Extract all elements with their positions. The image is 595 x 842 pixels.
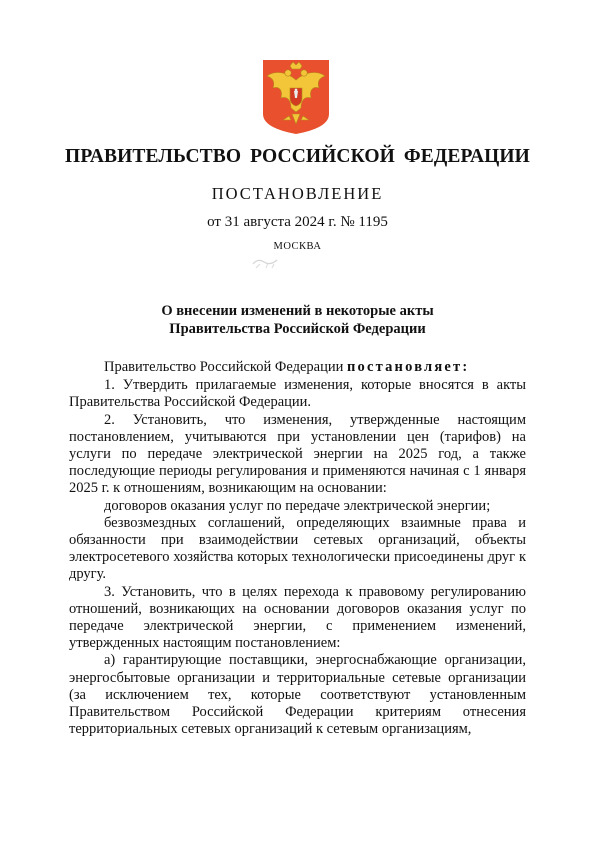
- document-date-number: от 31 августа 2024 г. № 1195: [207, 214, 388, 230]
- paragraph-3: 3. Установить, что в целях перехода к правовому регулированию отношений, возникающих на основании договоров оказания услуг по передаче электрической энергии, с применением изменений, утвержденных настоящим постановлением:: [69, 583, 526, 652]
- russian-coat-of-arms-icon: [261, 58, 331, 136]
- document-type: ПОСТАНОВЛЕНИЕ: [211, 184, 384, 203]
- document-subject: [120, 303, 475, 338]
- paragraph-2: 2. Установить, что изменения, утвержденные настоящим постановлением, учитываются при установлении цен (тарифов) на услуги по передаче электрической энергии на 2025 год, а также последующие периоды регулирования и применяются начиная с 1 января 2025 г. к отношениям, возникающим на основании:: [69, 411, 526, 497]
- intro-verb: постановляет:: [346, 359, 470, 375]
- subject-line-1: О внесении изменений в некоторые акты: [161, 303, 434, 319]
- paragraph-3-item-a: а) гарантирующие поставщики, энергоснабжающие организации, энергосбытовые организации и территориальные сетевые организации (за исключением тех, которые соответствуют установленным Правительством Российской Федерации критериям отнесения территориальных сетевых организаций к сетевым организациям,: [69, 652, 526, 738]
- paragraph-2-item-1: договоров оказания услуг по передаче электрической энергии;: [104, 497, 491, 514]
- paragraph-1: 1. Утвердить прилагаемые изменения, которые вносятся в акты Правительства Российской Федерации.: [69, 377, 526, 411]
- subject-line-2: Правительства Российской Федерации: [169, 320, 426, 337]
- intro-paragraph: [69, 359, 526, 376]
- document-city: МОСКВА: [273, 241, 322, 252]
- paragraph-2-item-2: безвозмездных соглашений, определяющих взаимные права и обязанности при взаимодействии сетевых организаций, объекты электросетевого хозяйства которых технологически присоединены друг к другу.: [69, 514, 526, 583]
- faint-stamp-mark-icon: [250, 254, 280, 272]
- government-title: ПРАВИТЕЛЬСТВО РОССИЙСКОЙ ФЕДЕРАЦИИ: [65, 146, 530, 167]
- intro-text: Правительство Российской Федерации: [104, 359, 347, 375]
- document-body: [69, 359, 526, 738]
